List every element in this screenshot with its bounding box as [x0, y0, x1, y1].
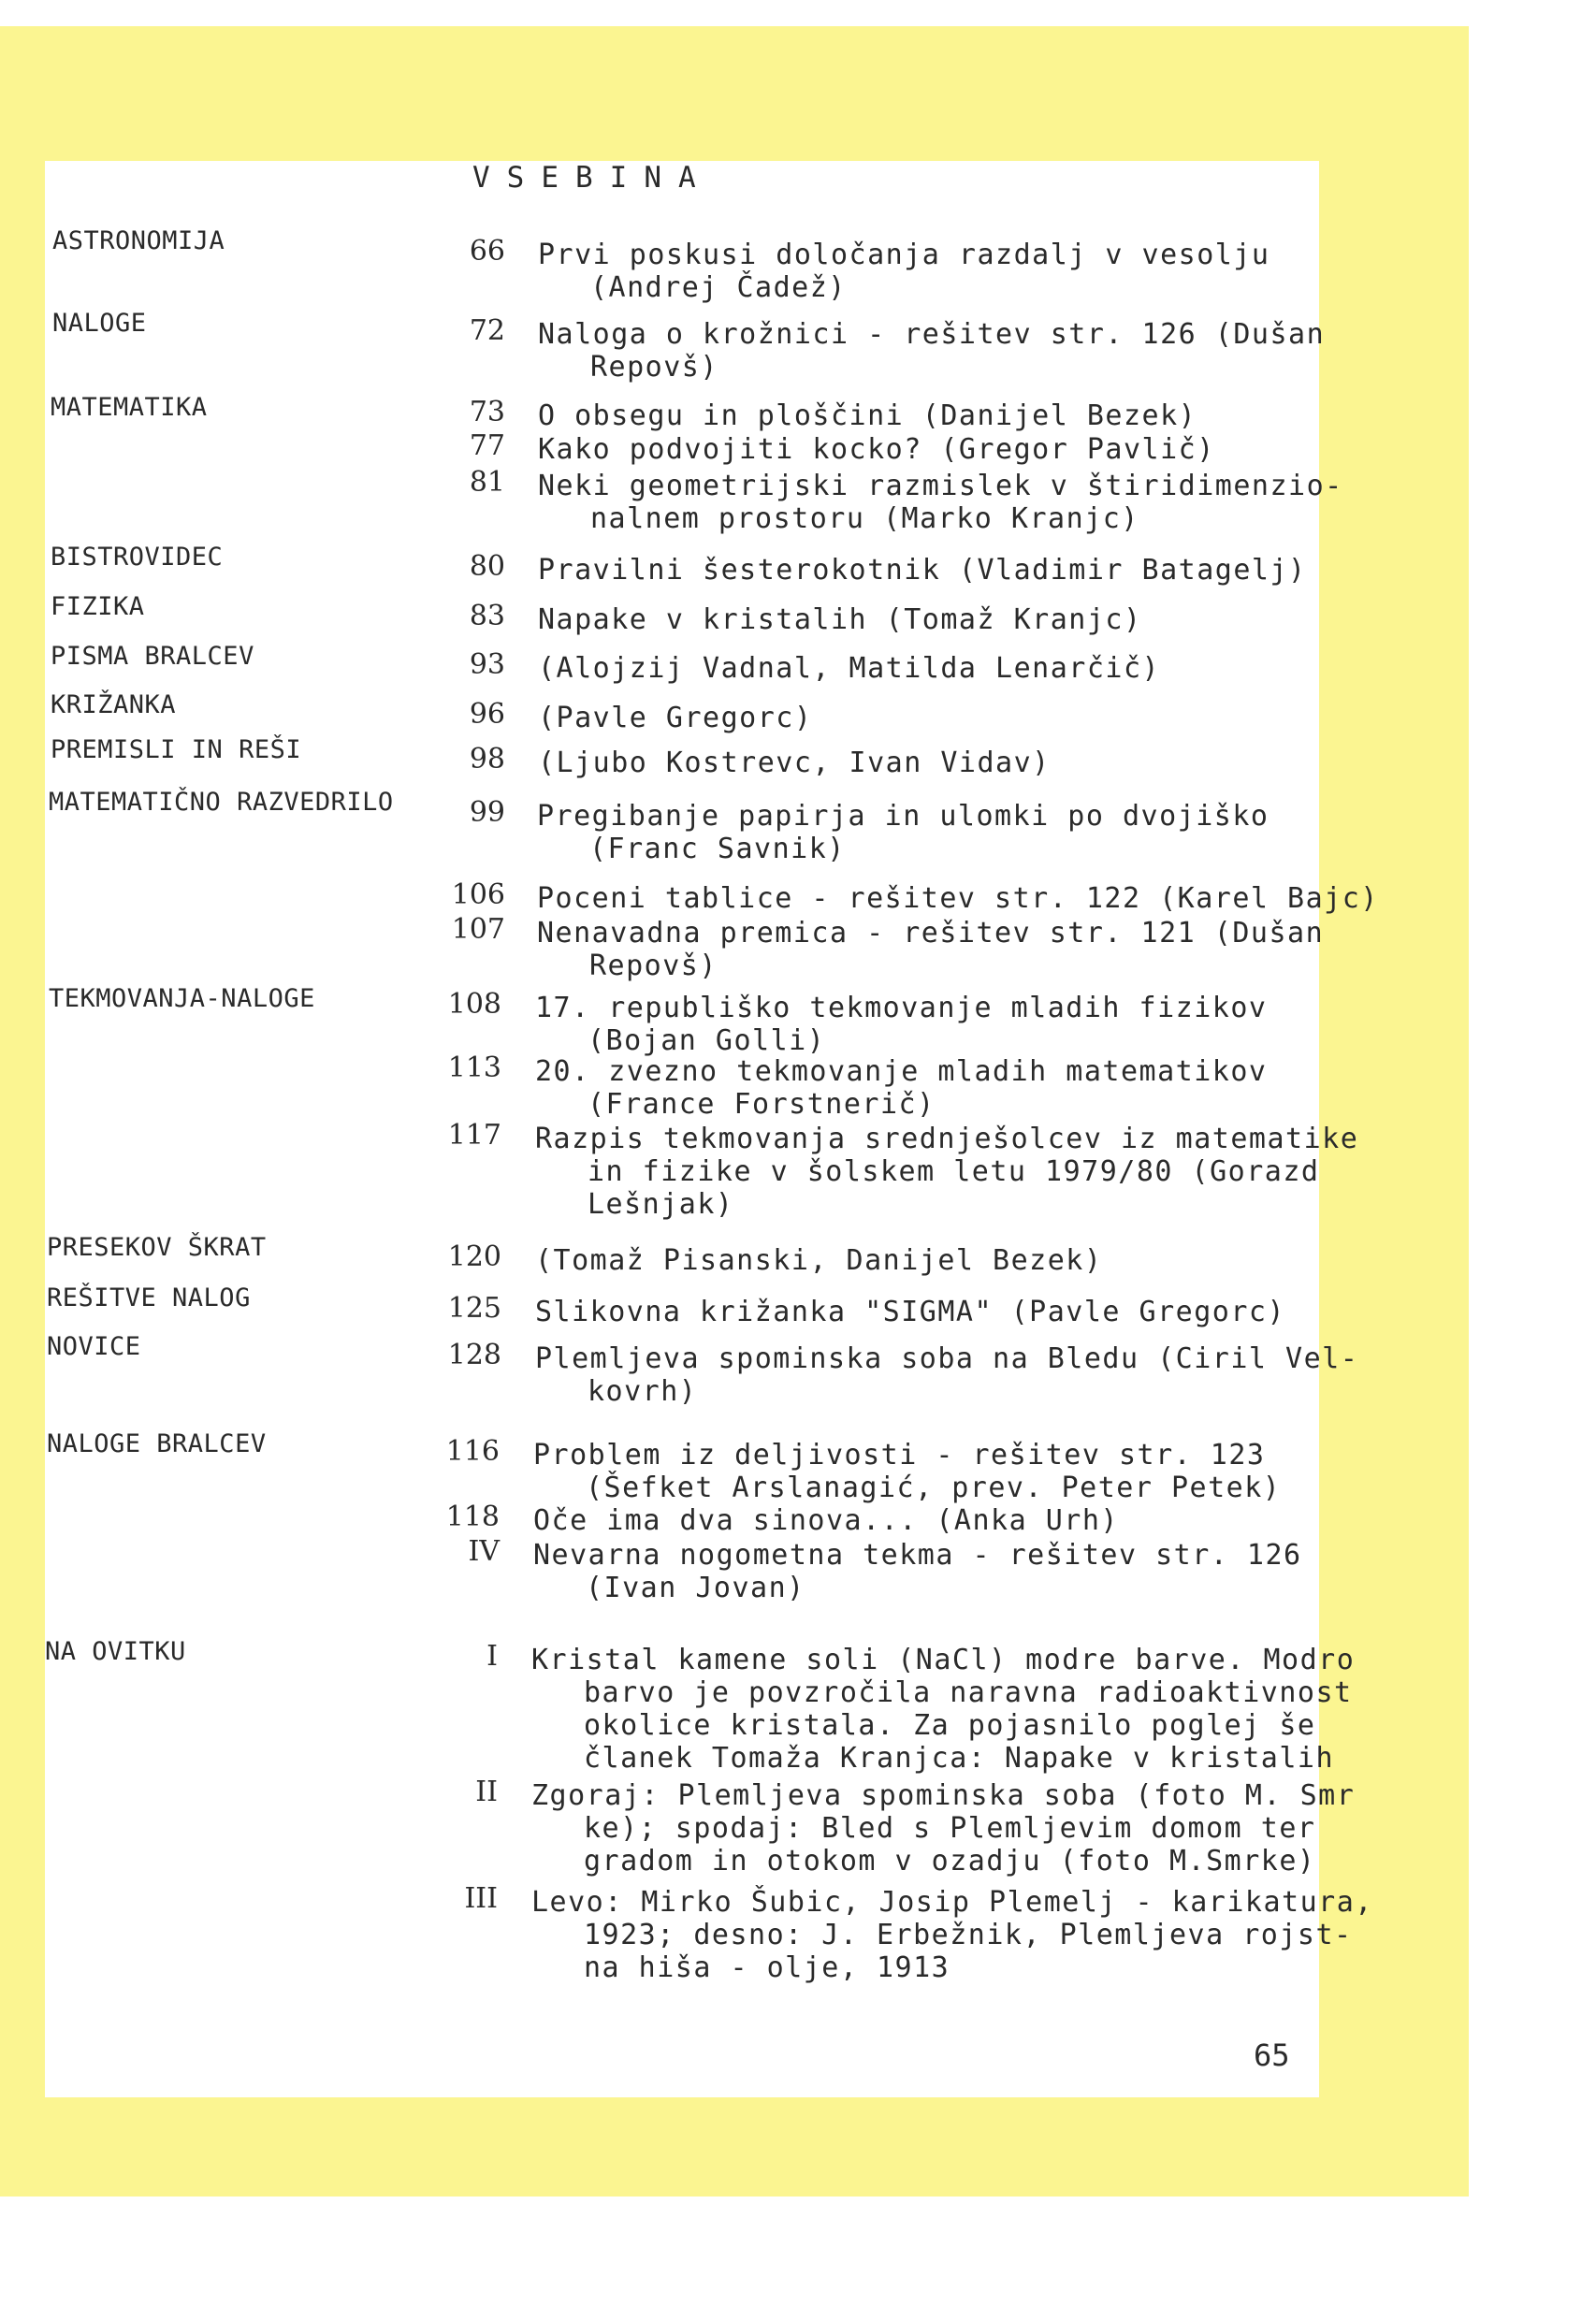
- entry-text-line: O obsegu in ploščini (Danijel Bezek): [538, 399, 1197, 432]
- entry-text-line: Lešnjak): [588, 1188, 734, 1221]
- entry-text-line: Problem iz deljivosti - rešitev str. 123: [533, 1439, 1266, 1472]
- entry-page-number: 98: [469, 743, 505, 776]
- entry-text-line: Pregibanje papirja in ulomki po dvojiško: [537, 800, 1270, 833]
- section-label: BISTROVIDEC: [51, 543, 224, 572]
- entry-text-line: Kristal kamene soli (NaCl) modre barve. Modro: [531, 1644, 1356, 1676]
- entry-text-line: Neki geometrijski razmislek v štiridimenzio-: [538, 470, 1343, 502]
- entry-page-number: 108: [447, 988, 501, 1021]
- entry-text-line: Napake v kristalih (Tomaž Kranjc): [538, 603, 1142, 636]
- section-label: TEKMOVANJA-NALOGE: [49, 984, 315, 1013]
- entry-page-number: 83: [469, 600, 505, 632]
- entry-text-line: Nenavadna premica - rešitev str. 121 (Dušan: [537, 917, 1325, 950]
- section-label: MATEMATIČNO RAZVEDRILO: [49, 788, 394, 817]
- entry-text-line: (France Forstnerič): [588, 1088, 936, 1121]
- entry-text-line: 1923; desno: J. Erbežnik, Plemljeva rojst-: [584, 1919, 1353, 1951]
- section-label: NALOGE BRALCEV: [47, 1429, 267, 1458]
- entry-page-number: 80: [469, 550, 505, 583]
- entry-page-number: 93: [469, 648, 505, 681]
- entry-text-line: 20. zvezno tekmovanje mladih matematikov: [535, 1055, 1268, 1088]
- entry-text-line: Poceni tablice - rešitev str. 122 (Karel Bajc): [537, 882, 1379, 915]
- entry-text-line: Kako podvojiti kocko? (Gregor Pavlič): [538, 433, 1215, 466]
- entry-text-line: Naloga o krožnici - rešitev str. 126 (Dušan: [538, 318, 1326, 351]
- entry-text-line: (Šefket Arslanagić, prev. Peter Petek): [586, 1472, 1282, 1504]
- entry-text-line: članek Tomaža Kranjca: Napake v kristalih: [584, 1742, 1335, 1775]
- entry-text-line: na hiša - olje, 1913: [584, 1951, 950, 1984]
- entry-text-line: (Tomaž Pisanski, Danijel Bezek): [535, 1244, 1103, 1277]
- entry-text-line: Oče ima dva sinova... (Anka Urh): [533, 1504, 1119, 1537]
- entry-page-number: 113: [447, 1051, 501, 1084]
- entry-text-line: Slikovna križanka "SIGMA" (Pavle Gregorc): [535, 1296, 1286, 1328]
- entry-text-line: Razpis tekmovanja srednješolcev iz matematike: [535, 1123, 1359, 1155]
- entry-text-line: Plemljeva spominska soba na Bledu (Ciril Vel-: [535, 1342, 1359, 1375]
- section-label: KRIŽANKA: [51, 690, 177, 719]
- entry-page-number: 106: [451, 878, 505, 911]
- page-number: 65: [1254, 2037, 1290, 2073]
- entry-text-line: Pravilni šesterokotnik (Vladimir Batagelj): [538, 554, 1307, 587]
- entry-text-line: (Pavle Gregorc): [538, 702, 813, 734]
- section-label: FIZIKA: [51, 592, 145, 621]
- entry-page-number: I: [486, 1640, 498, 1673]
- entry-page-number: 120: [447, 1240, 501, 1273]
- entry-text-line: gradom in otokom v ozadju (foto M.Smrke): [584, 1845, 1316, 1878]
- entry-text-line: Repovš): [590, 351, 718, 384]
- entry-page-number: IV: [468, 1535, 500, 1568]
- entry-page-number: 77: [469, 429, 505, 462]
- entry-text-line: (Bojan Golli): [588, 1024, 826, 1057]
- section-label: PRESEKOV ŠKRAT: [47, 1233, 267, 1262]
- section-label: REŠITVE NALOG: [47, 1283, 251, 1312]
- entry-text-line: (Ljubo Kostrevc, Ivan Vidav): [538, 747, 1051, 779]
- entry-page-number: 118: [445, 1501, 500, 1533]
- entry-text-line: 17. republiško tekmovanje mladih fizikov: [535, 992, 1268, 1024]
- section-label: MATEMATIKA: [51, 393, 208, 422]
- section-label: NA OVITKU: [45, 1637, 186, 1666]
- page-title: VSEBINA: [472, 161, 713, 195]
- section-label: PREMISLI IN REŠI: [51, 735, 302, 764]
- entry-text-line: nalnem prostoru (Marko Kranjc): [590, 502, 1139, 535]
- entry-text-line: (Alojzij Vadnal, Matilda Lenarčič): [538, 652, 1161, 685]
- entry-text-line: Prvi poskusi določanja razdalj v vesolju: [538, 239, 1270, 271]
- entry-text-line: Repovš): [589, 950, 718, 982]
- entry-text-line: in fizike v šolskem letu 1979/80 (Gorazd: [588, 1155, 1320, 1188]
- section-label: NALOGE: [52, 309, 147, 338]
- entry-text-line: (Franc Savnik): [589, 833, 846, 865]
- entry-text-line: Levo: Mirko Šubic, Josip Plemelj - karikatura,: [531, 1886, 1373, 1919]
- entry-text-line: barvo je povzročila naravna radioaktivnost: [584, 1676, 1353, 1709]
- entry-text-line: kovrh): [588, 1375, 698, 1408]
- entry-text-line: (Ivan Jovan): [586, 1572, 805, 1604]
- entry-page-number: 66: [469, 235, 505, 268]
- entry-page-number: 99: [469, 796, 505, 829]
- entry-page-number: 128: [447, 1339, 501, 1371]
- entry-page-number: 72: [469, 314, 505, 347]
- entry-page-number: 81: [469, 466, 505, 499]
- section-label: NOVICE: [47, 1332, 141, 1361]
- entry-page-number: II: [475, 1776, 498, 1808]
- section-label: PISMA BRALCEV: [51, 642, 254, 671]
- entry-page-number: 116: [445, 1435, 500, 1468]
- entry-page-number: 117: [447, 1119, 501, 1152]
- section-label: ASTRONOMIJA: [52, 226, 225, 255]
- entry-text-line: (Andrej Čadež): [590, 271, 847, 304]
- entry-text-line: ke); spodaj: Bled s Plemljevim domom ter: [584, 1812, 1316, 1845]
- entry-page-number: III: [464, 1882, 498, 1915]
- entry-text-line: Zgoraj: Plemljeva spominska soba (foto M. Smr: [531, 1779, 1356, 1812]
- entry-page-number: 73: [469, 396, 505, 428]
- entry-page-number: 96: [469, 698, 505, 731]
- entry-page-number: 107: [451, 913, 505, 946]
- entry-page-number: 125: [447, 1292, 501, 1325]
- entry-text-line: okolice kristala. Za pojasnilo poglej še: [584, 1709, 1316, 1742]
- entry-text-line: Nevarna nogometna tekma - rešitev str. 126: [533, 1539, 1302, 1572]
